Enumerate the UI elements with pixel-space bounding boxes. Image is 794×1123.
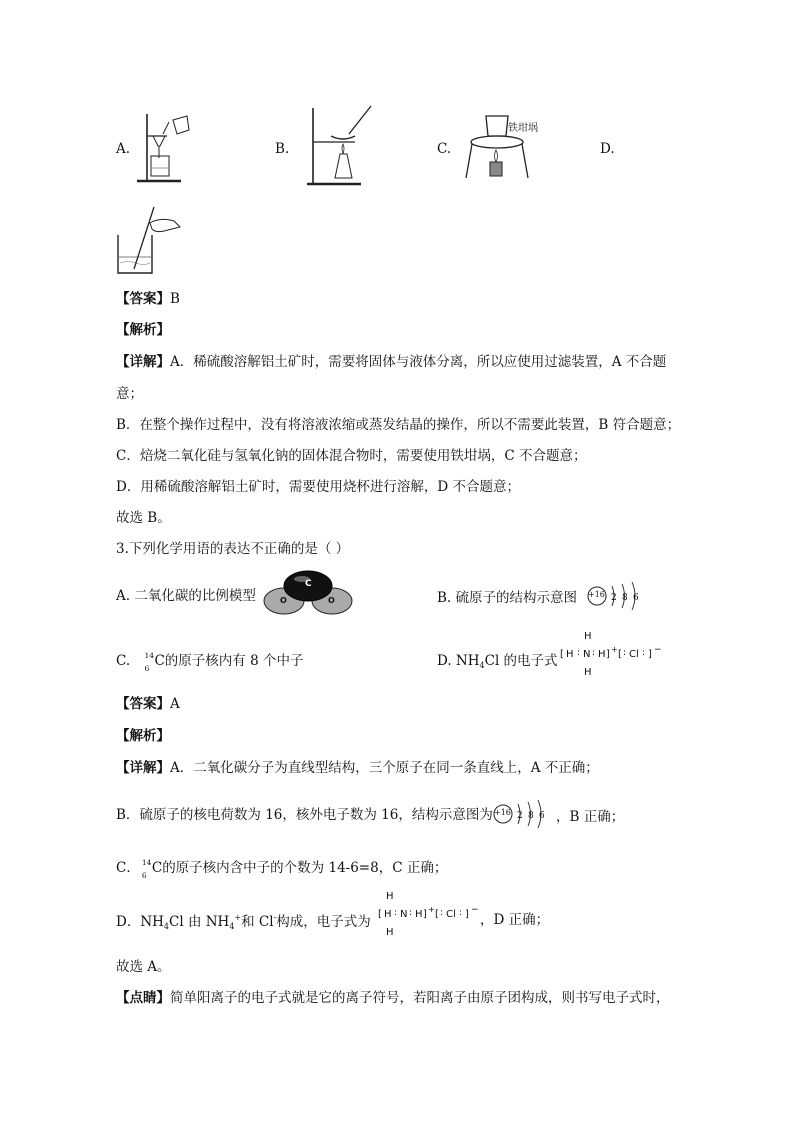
q3-answer-tag: 【答案】	[116, 696, 170, 712]
formula-n: N	[583, 649, 591, 660]
sulfur-inline-shell-3: 6	[539, 811, 545, 821]
q3-detail-b-line1: B．硫原子的核电荷数为 16，核外电子数为 16，结构示意图为	[116, 807, 493, 823]
inline-h-right: H	[415, 909, 423, 920]
q3-conclusion: 故选 A。	[116, 959, 171, 975]
inline-bracket-open-2: [	[435, 909, 439, 920]
formula-h-top: H	[584, 631, 592, 642]
q3-option-c-prefix: C.	[116, 653, 131, 669]
q3-option-d-sub: 4	[479, 661, 485, 670]
sulfur-inline-shell-2: 8	[528, 811, 534, 821]
q2-answer-tag: 【答案】	[116, 291, 170, 307]
formula-bracket-close: ]	[606, 649, 610, 660]
option-c-label: C.	[437, 141, 452, 157]
q2-analysis-tag: 【解析】	[116, 322, 170, 338]
q3-detail-d-4: 构成，电子式为	[276, 914, 371, 930]
co2-model-oxygen-left-label: O	[280, 596, 287, 605]
q2-detail-a-line1: A．稀硫酸溶解铝土矿时，需要将固体与液体分离，所以应使用过滤装置，A 不合题	[170, 354, 667, 370]
q2-answer-value: B	[170, 291, 180, 307]
formula-bracket-open-2: [	[618, 649, 622, 660]
co2-model-oxygen-right-label: O	[328, 596, 335, 605]
q3-detail-tag: 【详解】	[116, 760, 170, 776]
q2-detail-a-line2: 意；	[116, 386, 143, 402]
inline-bracket-close: ]	[423, 909, 427, 920]
formula-h-right: H	[598, 649, 606, 660]
q3-option-a: A. 二氧化碳的比例模型	[116, 588, 256, 604]
q3-tip-tag: 【点睛】	[116, 990, 170, 1006]
sulfur-shell-1: 2	[611, 593, 617, 603]
q2-detail-c: C．焙烧二氧化硅与氢氧化钠的固体混合物时，需要使用铁坩埚，C 不合题意；	[116, 448, 587, 464]
formula-bracket-close-2: ]	[648, 649, 652, 660]
carbon-14-isotope	[142, 649, 154, 673]
q3-detail-d-5: ，D 正确；	[480, 912, 550, 928]
formula-h-bottom: H	[584, 667, 592, 678]
inline-plus: +	[428, 905, 435, 914]
sulfur-inline-nucleus: +16	[494, 808, 511, 817]
sulfur-inline-shell-1: 2	[517, 811, 523, 821]
inline-h-top: H	[386, 891, 394, 902]
q2-detail-b: B．在整个操作过程中，没有将溶液浓缩或蒸发结晶的操作，所以不需要此装置，B 符合题意；	[116, 417, 681, 433]
q3-option-d-prefix: D. NH	[437, 653, 480, 669]
q3-detail-d-sup2: -	[273, 913, 277, 922]
q3-tip-text: 简单阳离子的电子式就是它的离子符号，若阳离子由原子团构成，则书写电子式时，	[170, 990, 670, 1006]
inline-h-left: H	[384, 909, 392, 920]
formula-plus: +	[611, 645, 618, 654]
q3-analysis-tag: 【解析】	[116, 728, 170, 744]
q2-detail-tag: 【详解】	[116, 354, 170, 370]
q2-conclusion: 故选 B。	[116, 510, 171, 526]
formula-minus: −	[654, 645, 662, 655]
q3-detail-d-sub2: 4	[229, 922, 235, 931]
sulfur-shell-2: 8	[622, 593, 628, 603]
isotope-atomic-number: 6	[144, 664, 150, 673]
carbon-14-isotope-inline	[140, 856, 152, 880]
q3-option-b: B. 硫原子的结构示意图	[437, 590, 578, 606]
isotope-inline-atomic: 6	[141, 871, 147, 880]
isotope-inline-symbol: C	[151, 860, 163, 876]
option-d-label: D.	[600, 141, 615, 157]
beaker-dissolving-image	[114, 205, 184, 277]
nh4cl-electron-formula-inline: H [ H : N : H ] + [ : Cl : ] − H	[378, 891, 479, 938]
q3-detail-d-sup: +	[234, 913, 242, 922]
option-a-label: A.	[116, 141, 131, 157]
q3-detail-c-text: 的原子核内含中子的个数为 14-6=8，C 正确；	[162, 860, 448, 876]
q3-detail-a: A．二氧化碳分子为直线型结构，三个原子在同一条直线上，A 不正确；	[170, 760, 599, 776]
sulfur-nucleus-charge: +16	[588, 590, 605, 599]
q3-detail-d-2: Cl 由 NH	[169, 914, 230, 930]
inline-bracket-close-2: ]	[465, 909, 469, 920]
evaporation-apparatus-image	[305, 104, 375, 188]
q3-option-d-suffix: Cl 的电子式	[484, 653, 558, 669]
q3-option-c-text: 的原子核内有 8 个中子	[164, 653, 304, 669]
isotope-mass-number: 14	[144, 651, 154, 660]
crucible-label: 铁坩埚	[508, 123, 538, 134]
q3-detail-d-3: 和 Cl	[241, 914, 274, 930]
inline-bracket-open: [	[378, 909, 382, 920]
q3-answer-value: A	[170, 696, 180, 712]
co2-space-filling-model-image	[262, 570, 354, 616]
q3-detail-b-line2: ，B 正确；	[556, 809, 625, 825]
formula-bracket-open: [	[560, 649, 564, 660]
q3-detail-d-1: D．NH	[116, 914, 164, 930]
q3-stem: 3.下列化学用语的表达不正确的是（ ）	[116, 541, 350, 557]
inline-h-bottom: H	[386, 927, 394, 938]
isotope-inline-mass: 14	[141, 858, 152, 867]
q3-detail-d-sub: 4	[163, 922, 170, 931]
formula-cl: Cl	[629, 649, 639, 660]
filtration-apparatus-image	[135, 106, 195, 184]
co2-model-carbon-label: C	[305, 579, 312, 589]
q2-detail-d: D．用稀硫酸溶解铝土矿时，需要使用烧杯进行溶解，D 不合题意；	[116, 479, 520, 495]
inline-minus: −	[471, 905, 479, 915]
q3-detail-c-prefix: C．	[116, 860, 140, 876]
sulfur-shell-3: 6	[633, 593, 639, 603]
inline-n: N	[400, 909, 408, 920]
nh4cl-electron-formula: H [ H : N : H ] + [ : Cl : ] − H	[560, 631, 662, 678]
isotope-symbol: C	[154, 653, 165, 669]
inline-cl: Cl	[446, 909, 456, 920]
formula-h-left: H	[566, 649, 574, 660]
option-b-label: B.	[275, 141, 290, 157]
